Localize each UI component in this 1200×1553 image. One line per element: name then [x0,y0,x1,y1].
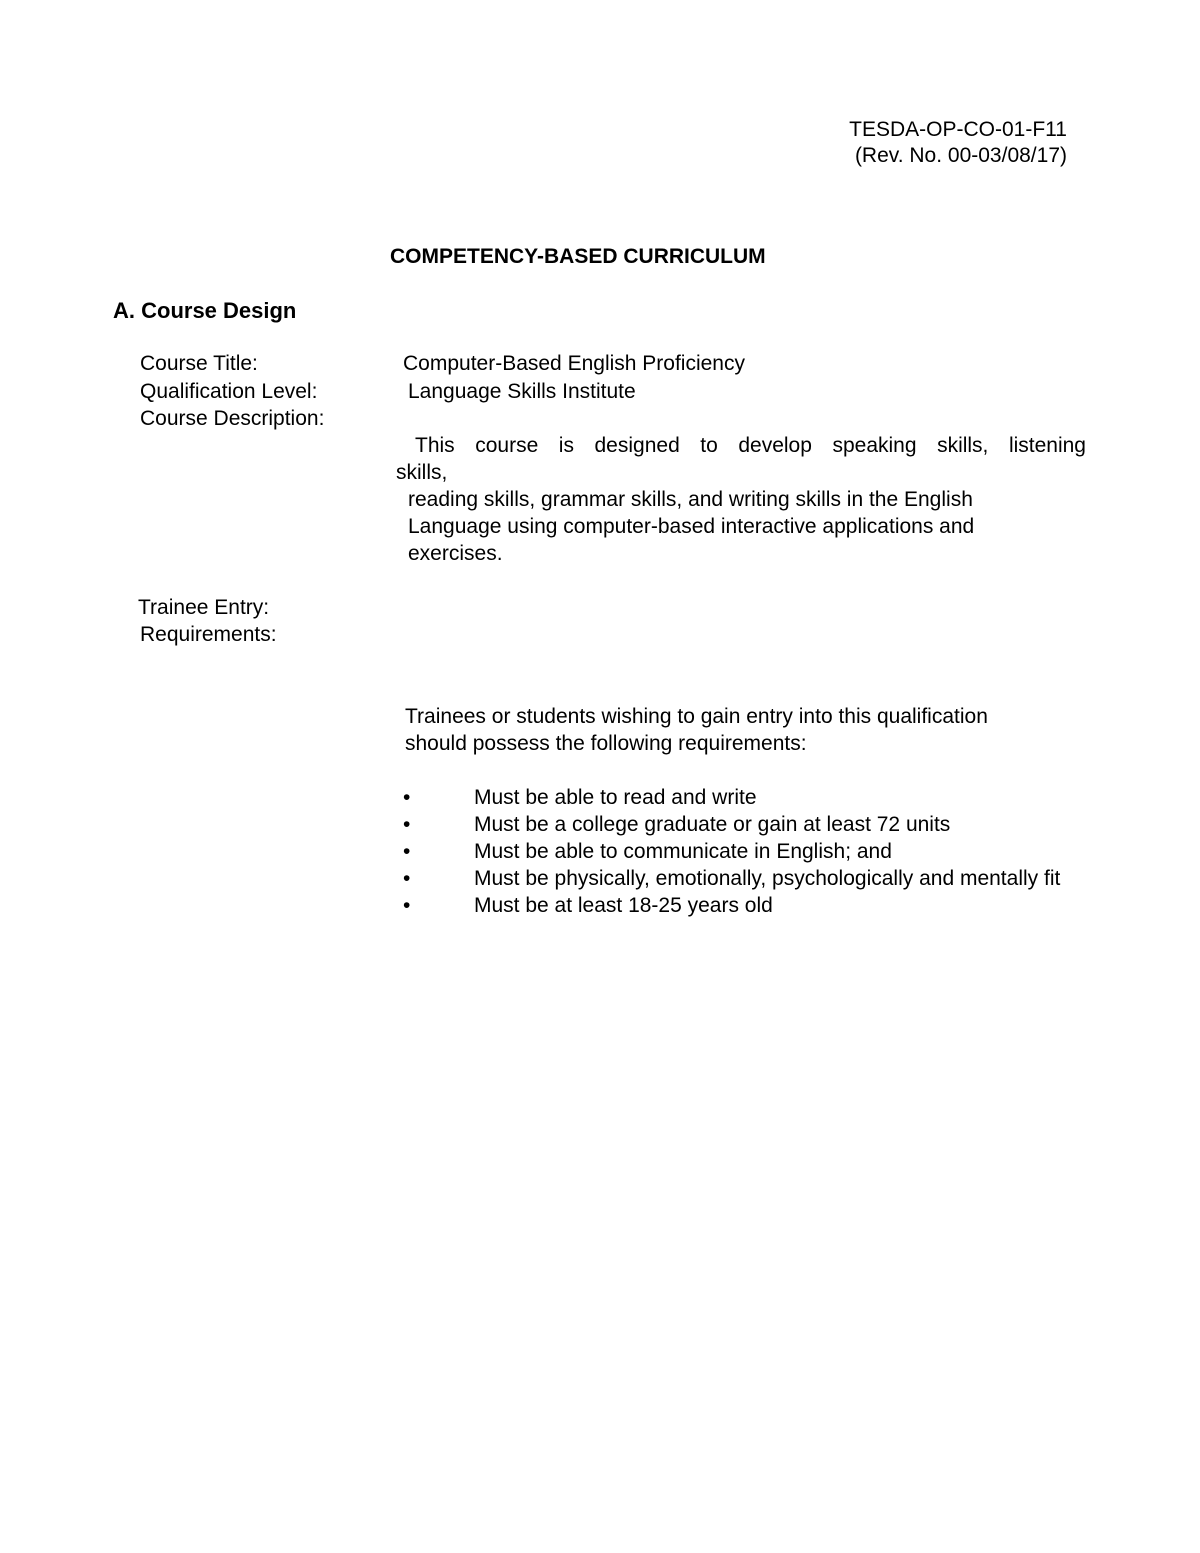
course-description-label: Course Description: [140,407,325,430]
requirement-text: Must be a college graduate or gain at least 72 units [474,813,951,836]
revision-number: (Rev. No. 00-03/08/17) [854,144,1067,167]
qualification-level-label: Qualification Level: [140,380,318,403]
description-line: This course is designed to develop speaking skills, listening [415,434,1086,457]
requirement-text: Must be physically, emotionally, psychologically and mentally fit [474,867,1061,890]
course-title-value: Computer-Based English Proficiency [403,352,745,375]
course-description-text [396,432,1086,567]
section-heading: A. Course Design [113,298,297,323]
trainee-entry-label: Trainee Entry: [138,596,270,619]
requirement-text: Must be able to read and write [474,786,757,809]
requirements-intro-line: Trainees or students wishing to gain entry into this qualification [405,705,988,728]
document-title: COMPETENCY-BASED CURRICULUM [390,245,766,268]
bullet-icon: • [403,867,411,890]
bullet-icon: • [403,786,411,809]
requirement-text: Must be able to communicate in English; and [474,840,892,863]
requirements-list [403,784,1086,919]
course-title-label: Course Title: [140,352,258,375]
form-code: TESDA-OP-CO-01-F11 [849,118,1067,141]
requirements-intro-line: should possess the following requirements: [405,732,807,755]
bullet-icon: • [403,813,411,836]
requirements-label: Requirements: [140,623,277,646]
description-line: reading skills, grammar skills, and writing skills in the English [408,488,973,511]
list-item [403,865,1086,892]
requirements-intro [405,703,1085,757]
description-line: skills, [396,461,448,484]
description-line: Language using computer-based interactive applications and [408,515,975,538]
requirement-text: Must be at least 18-25 years old [474,894,773,917]
description-line: exercises. [408,542,503,565]
qualification-level-value: Language Skills Institute [408,380,636,403]
list-item [403,784,1086,811]
list-item [403,838,1086,865]
bullet-icon: • [403,894,411,917]
list-item [403,811,1086,838]
list-item [403,892,1086,919]
bullet-icon: • [403,840,411,863]
